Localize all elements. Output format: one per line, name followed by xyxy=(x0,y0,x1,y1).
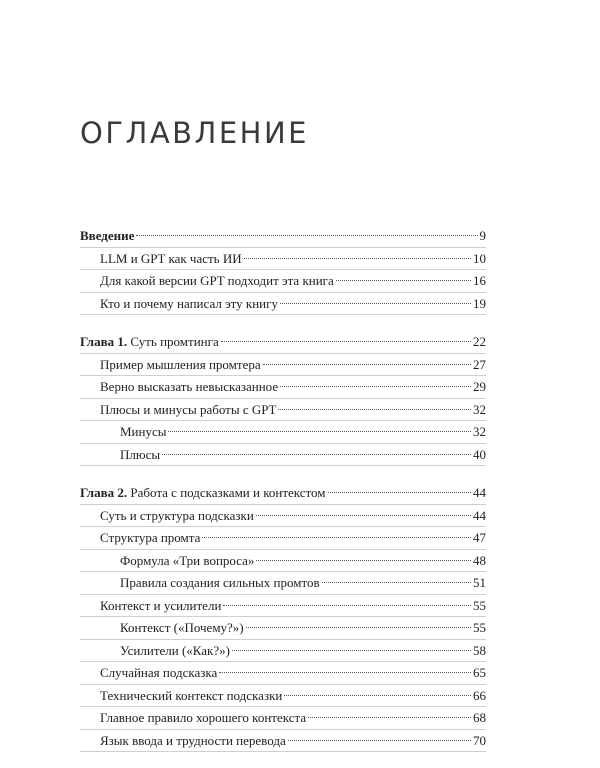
toc-entry[interactable] xyxy=(80,572,486,595)
toc-page-number: 44 xyxy=(473,507,486,523)
dot-leader xyxy=(223,605,471,606)
toc-page-number: 44 xyxy=(473,485,486,500)
toc-title-text: Пример мышления промтера xyxy=(100,356,261,372)
toc-entry-title xyxy=(120,444,160,466)
dot-leader xyxy=(221,341,471,342)
toc-entry-title xyxy=(120,421,166,443)
toc-entry[interactable] xyxy=(80,270,486,293)
toc-page-number: 29 xyxy=(473,379,486,394)
toc-entry-title xyxy=(100,505,254,527)
toc-title-text: Верно высказать невысказанное xyxy=(100,379,279,394)
dot-leader xyxy=(256,560,471,561)
toc-entry[interactable] xyxy=(80,505,486,528)
toc-page-number: 19 xyxy=(473,295,486,311)
toc-chapter-label: Глава 1. xyxy=(80,334,128,349)
toc-page-number: 47 xyxy=(473,530,486,545)
table-of-contents xyxy=(80,225,486,768)
toc-entry-title xyxy=(120,550,254,572)
toc-title-text: Правила создания сильных промтов xyxy=(120,575,320,590)
toc-entry[interactable] xyxy=(80,293,486,316)
dot-leader xyxy=(278,409,471,410)
toc-entry[interactable] xyxy=(80,482,486,505)
toc-page-number: 22 xyxy=(473,334,486,349)
toc-title-text: Контекст и усилители xyxy=(100,597,222,613)
toc-entry[interactable] xyxy=(80,707,486,730)
toc-page-number: 32 xyxy=(473,424,486,439)
dot-leader xyxy=(263,364,471,365)
toc-chapter-label: Глава 2. xyxy=(80,485,128,500)
toc-page-number: 66 xyxy=(473,687,486,703)
toc-title-text: Главное правило хорошего контекста xyxy=(100,710,307,725)
toc-entry-title xyxy=(100,527,200,549)
dot-leader xyxy=(280,386,471,387)
toc-page-number: 10 xyxy=(473,250,486,266)
dot-leader xyxy=(136,235,477,236)
dot-leader xyxy=(308,717,471,718)
toc-page-number: 32 xyxy=(473,401,486,417)
toc-entry[interactable] xyxy=(80,331,486,354)
toc-group xyxy=(80,225,486,315)
dot-leader xyxy=(322,582,471,583)
toc-entry-title xyxy=(100,270,334,292)
toc-page-number: 9 xyxy=(479,228,486,243)
toc-group xyxy=(80,331,486,466)
toc-entry-title xyxy=(80,482,326,504)
toc-entry[interactable] xyxy=(80,527,486,550)
toc-entry[interactable] xyxy=(80,662,486,685)
toc-entry-title xyxy=(100,293,278,315)
toc-entry[interactable] xyxy=(80,685,486,708)
toc-entry-title xyxy=(80,225,134,247)
toc-page-number: 68 xyxy=(473,710,486,725)
toc-title-text: Плюсы xyxy=(120,446,161,462)
dot-leader xyxy=(162,454,471,455)
toc-entry[interactable] xyxy=(80,444,486,467)
toc-entry-title xyxy=(100,399,276,421)
toc-entry[interactable] xyxy=(80,225,486,248)
toc-entry[interactable] xyxy=(80,354,486,377)
toc-title-text: Кто и почему написал эту книгу xyxy=(100,295,278,311)
toc-page-number: 40 xyxy=(473,446,486,462)
toc-entry-title xyxy=(100,248,242,270)
toc-title-text: Язык ввода и трудности перевода xyxy=(100,732,286,748)
toc-entry[interactable] xyxy=(80,399,486,422)
toc-page-number: 65 xyxy=(473,665,486,680)
toc-title-text: LLM и GPT как часть ИИ xyxy=(100,250,242,266)
toc-title-text: Усилители («Как?») xyxy=(120,642,230,658)
toc-entry[interactable] xyxy=(80,248,486,271)
toc-entry-title xyxy=(100,707,306,729)
toc-group xyxy=(80,482,486,752)
toc-entry[interactable] xyxy=(80,595,486,618)
toc-title-text: Случайная подсказка xyxy=(100,665,218,680)
toc-title-text: Работа с подсказками и контекстом xyxy=(127,485,326,500)
toc-entry[interactable] xyxy=(80,617,486,640)
dot-leader xyxy=(288,740,471,741)
dot-leader xyxy=(168,431,471,432)
dot-leader xyxy=(328,492,471,493)
toc-entry-title xyxy=(100,595,221,617)
toc-entry[interactable] xyxy=(80,376,486,399)
dot-leader xyxy=(280,303,471,304)
toc-page-number: 58 xyxy=(473,642,486,658)
toc-entry-title xyxy=(100,685,282,707)
toc-page-number: 48 xyxy=(473,552,486,568)
dot-leader xyxy=(246,627,471,628)
toc-title-text: Технический контекст подсказки xyxy=(100,687,283,703)
toc-page-number: 51 xyxy=(473,575,486,590)
dot-leader xyxy=(256,515,471,516)
toc-entry-title xyxy=(120,572,320,594)
toc-title-text: Суть и структура подсказки xyxy=(100,507,254,523)
dot-leader xyxy=(284,695,471,696)
toc-title-text: Плюсы и минусы работы с GPT xyxy=(100,401,277,417)
toc-title-text: Суть промтинга xyxy=(127,334,219,349)
page-title: ОГЛАВЛЕНИЕ xyxy=(80,116,310,150)
toc-entry-title xyxy=(120,640,230,662)
toc-title-text: Формула «Три вопроса» xyxy=(120,552,255,568)
dot-leader xyxy=(219,672,471,673)
toc-entry-title xyxy=(120,617,244,639)
toc-page-number: 16 xyxy=(473,273,486,288)
toc-entry[interactable] xyxy=(80,421,486,444)
toc-page-number: 27 xyxy=(473,356,486,372)
toc-entry-title xyxy=(100,730,286,752)
toc-entry-title xyxy=(100,376,278,398)
dot-leader xyxy=(202,537,471,538)
toc-title-text: Минусы xyxy=(120,424,167,439)
toc-page-number: 55 xyxy=(473,620,486,635)
toc-chapter-label: Введение xyxy=(80,228,135,243)
toc-entry-title xyxy=(80,331,219,353)
dot-leader xyxy=(336,280,471,281)
dot-leader xyxy=(232,650,471,651)
toc-entry[interactable] xyxy=(80,550,486,573)
toc-entry-title xyxy=(100,354,261,376)
toc-title-text: Структура промта xyxy=(100,530,201,545)
toc-page-number: 55 xyxy=(473,597,486,613)
toc-entry-title xyxy=(100,662,217,684)
toc-title-text: Контекст («Почему?») xyxy=(120,620,244,635)
toc-page-number: 70 xyxy=(473,732,486,748)
toc-entry[interactable] xyxy=(80,640,486,663)
toc-entry[interactable] xyxy=(80,730,486,753)
dot-leader xyxy=(244,258,471,259)
toc-title-text: Для какой версии GPT подходит эта книга xyxy=(100,273,334,288)
